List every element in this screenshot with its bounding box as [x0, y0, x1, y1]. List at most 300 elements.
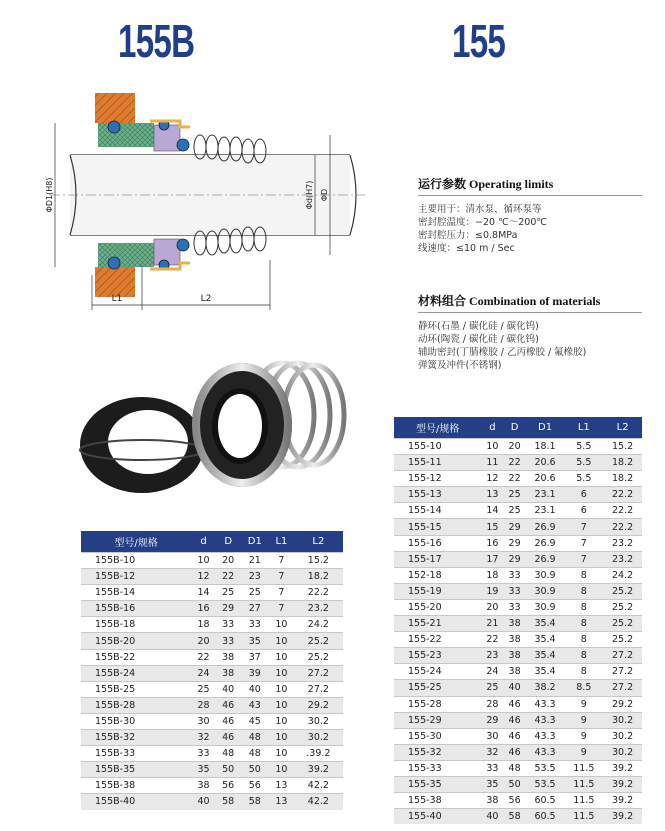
table-cell: 46 — [216, 730, 241, 746]
table-cell: 27.2 — [603, 680, 642, 696]
table-cell: 33 — [504, 599, 526, 615]
table-cell: 33 — [481, 760, 503, 776]
table-cell: 46 — [504, 696, 526, 712]
column-header: D — [504, 417, 526, 439]
table-row — [394, 551, 642, 567]
materials-section — [418, 292, 642, 372]
table-cell: 155-24 — [394, 664, 481, 680]
table-cell: 8 — [564, 664, 603, 680]
table-cell: 27.2 — [603, 664, 642, 680]
table-row — [394, 471, 642, 487]
table-cell: 33 — [504, 567, 526, 583]
table-row — [81, 713, 343, 729]
table-row — [394, 535, 642, 551]
table-cell: 45 — [240, 713, 269, 729]
table-cell: 48 — [240, 730, 269, 746]
table-row — [394, 680, 642, 696]
table-cell: 7 — [564, 551, 603, 567]
table-cell: 22 — [504, 455, 526, 471]
table-row — [394, 744, 642, 760]
table-cell: 56 — [216, 778, 241, 794]
table-cell: 155B-22 — [81, 649, 191, 665]
table-cell: 25.2 — [603, 616, 642, 632]
table-cell: 155-23 — [394, 648, 481, 664]
table-cell: 155-15 — [394, 519, 481, 535]
table-row — [394, 760, 642, 776]
table-cell: 155B-24 — [81, 665, 191, 681]
table-cell: 43 — [240, 697, 269, 713]
table-row — [81, 585, 343, 601]
table-cell: 18 — [191, 617, 216, 633]
table-cell: 21 — [240, 553, 269, 569]
table-cell: 155B-16 — [81, 601, 191, 617]
table-cell: 25 — [481, 680, 503, 696]
dim-label-d1: ΦD1(H8) — [45, 177, 54, 213]
dim-label-bigd: ΦD — [320, 188, 329, 202]
table-cell: 22 — [504, 471, 526, 487]
table-cell: 155B-38 — [81, 778, 191, 794]
column-header: D — [216, 531, 241, 553]
table-cell: 40 — [504, 680, 526, 696]
table-cell: 40 — [481, 809, 503, 825]
table-cell: 13 — [481, 487, 503, 503]
table-row — [81, 569, 343, 585]
column-header: d — [191, 531, 216, 553]
table-cell: 25 — [504, 503, 526, 519]
column-header: L1 — [564, 417, 603, 439]
column-header: D1 — [240, 531, 269, 553]
material-line: 静环(石墨 / 碳化硅 / 碳化钨) — [418, 321, 539, 332]
table-cell: 16 — [191, 601, 216, 617]
table-cell: 38 — [216, 649, 241, 665]
table-row — [81, 762, 343, 778]
table-cell: 22 — [481, 632, 503, 648]
table-cell: 12 — [191, 569, 216, 585]
table-row — [81, 697, 343, 713]
column-header: 型号/规格 — [81, 531, 191, 553]
table-cell: 14 — [481, 503, 503, 519]
table-cell: 60.5 — [526, 793, 565, 809]
table-row — [394, 776, 642, 792]
table-cell: 23.2 — [603, 551, 642, 567]
operating-line: 密封腔温度：−20 ℃～200℃ — [418, 217, 548, 228]
table-cell: 30 — [191, 713, 216, 729]
table-cell: 155-38 — [394, 793, 481, 809]
table-cell: 17 — [481, 551, 503, 567]
operating-limits-section — [418, 175, 642, 255]
table-cell: 35 — [481, 776, 503, 792]
table-cell: 25.2 — [294, 649, 343, 665]
table-cell: 22.2 — [294, 585, 343, 601]
table-cell: .39.2 — [294, 746, 343, 762]
table-cell: 48 — [504, 760, 526, 776]
table-cell: 11.5 — [564, 793, 603, 809]
table-cell: 7 — [269, 601, 294, 617]
table-cell: 155-21 — [394, 616, 481, 632]
table-cell: 60.5 — [526, 809, 565, 825]
table-cell: 16 — [481, 535, 503, 551]
table-cell: 155-20 — [394, 599, 481, 615]
table-cell: 24.2 — [603, 567, 642, 583]
table-cell: 43.3 — [526, 712, 565, 728]
table-row — [394, 439, 642, 455]
table-cell: 155B-20 — [81, 633, 191, 649]
table-cell: 155-32 — [394, 744, 481, 760]
table-cell: 48 — [216, 746, 241, 762]
table-row — [394, 809, 642, 825]
table-cell: 30.2 — [603, 728, 642, 744]
table-row — [81, 649, 343, 665]
table-cell: 11 — [481, 455, 503, 471]
table-cell: 11.5 — [564, 760, 603, 776]
table-cell: 20 — [504, 439, 526, 455]
table-cell: 12 — [481, 471, 503, 487]
table-cell: 42.2 — [294, 794, 343, 810]
table-cell: 48 — [240, 746, 269, 762]
table-cell: 30.2 — [294, 730, 343, 746]
table-cell: 35.4 — [526, 632, 565, 648]
table-cell: 152-18 — [394, 567, 481, 583]
table-cell: 50 — [216, 762, 241, 778]
table-cell: 38 — [504, 648, 526, 664]
table-cell: 13 — [269, 778, 294, 794]
model-title-155: 155 — [452, 15, 506, 67]
table-cell: 40 — [240, 681, 269, 697]
table-cell: 5.5 — [564, 471, 603, 487]
table-row — [81, 778, 343, 794]
table-cell: 33 — [191, 746, 216, 762]
table-cell: 26.9 — [526, 519, 565, 535]
table-cell: 50 — [504, 776, 526, 792]
table-cell: 43.3 — [526, 728, 565, 744]
table-cell: 155-22 — [394, 632, 481, 648]
table-cell: 27.2 — [294, 681, 343, 697]
table-cell: 29.2 — [603, 696, 642, 712]
column-header: 型号/规格 — [394, 417, 481, 439]
table-cell: 35.4 — [526, 616, 565, 632]
table-cell: 11.5 — [564, 776, 603, 792]
table-cell: 42.2 — [294, 778, 343, 794]
table-cell: 25 — [240, 585, 269, 601]
table-cell: 50 — [240, 762, 269, 778]
material-line: 弹簧及冲件(不锈钢) — [418, 360, 502, 371]
table-cell: 46 — [504, 728, 526, 744]
dim-label-l2: L2 — [200, 294, 212, 304]
table-cell: 58 — [240, 794, 269, 810]
column-header: L2 — [294, 531, 343, 553]
table-header-row — [81, 531, 343, 553]
table-cell: 43.3 — [526, 696, 565, 712]
table-cell: 39.2 — [603, 809, 642, 825]
table-cell: 10 — [269, 617, 294, 633]
table-cell: 27.2 — [603, 648, 642, 664]
table-cell: 26.9 — [526, 551, 565, 567]
table-cell: 155-35 — [394, 776, 481, 792]
table-cell: 35 — [191, 762, 216, 778]
table-cell: 21 — [481, 616, 503, 632]
table-row — [394, 503, 642, 519]
column-header: L2 — [603, 417, 642, 439]
table-cell: 46 — [216, 713, 241, 729]
table-cell: 10 — [269, 681, 294, 697]
table-cell: 9 — [564, 744, 603, 760]
table-row — [81, 730, 343, 746]
table-row — [81, 794, 343, 810]
table-row — [394, 696, 642, 712]
table-cell: 20 — [481, 599, 503, 615]
table-cell: 29 — [481, 712, 503, 728]
o-ring — [108, 121, 120, 133]
table-cell: 15.2 — [294, 553, 343, 569]
table-cell: 29 — [504, 519, 526, 535]
spec-table-155 — [394, 417, 642, 824]
spec-table-155b — [81, 531, 343, 810]
table-cell: 155B-35 — [81, 762, 191, 778]
table-cell: 25 — [191, 681, 216, 697]
table-cell: 30.9 — [526, 583, 565, 599]
table-cell: 155B-25 — [81, 681, 191, 697]
table-cell: 39.2 — [294, 762, 343, 778]
table-cell: 10 — [269, 649, 294, 665]
table-cell: 10 — [191, 553, 216, 569]
table-row — [394, 728, 642, 744]
operating-limits-heading: 运行参数 Operating limits — [418, 175, 642, 196]
table-row — [394, 632, 642, 648]
table-cell: 8 — [564, 567, 603, 583]
table-cell: 38 — [191, 778, 216, 794]
table-row — [81, 553, 343, 569]
table-cell: 8.5 — [564, 680, 603, 696]
table-cell: 23.2 — [603, 535, 642, 551]
table-cell: 155-14 — [394, 503, 481, 519]
table-cell: 20 — [191, 633, 216, 649]
table-cell: 155B-32 — [81, 730, 191, 746]
table-cell: 40 — [191, 794, 216, 810]
table-cell: 38 — [504, 632, 526, 648]
table-cell: 11.5 — [564, 809, 603, 825]
table-cell: 155-10 — [394, 439, 481, 455]
table-row — [394, 519, 642, 535]
table-cell: 37 — [240, 649, 269, 665]
table-cell: 25.2 — [603, 599, 642, 615]
table-cell: 18.2 — [603, 471, 642, 487]
table-cell: 155B-14 — [81, 585, 191, 601]
table-cell: 27 — [240, 601, 269, 617]
table-cell: 9 — [564, 696, 603, 712]
table-cell: 30.2 — [603, 744, 642, 760]
table-cell: 25.2 — [294, 633, 343, 649]
table-row — [394, 664, 642, 680]
table-cell: 38 — [216, 665, 241, 681]
table-cell: 40 — [216, 681, 241, 697]
seal-product-photo — [62, 350, 362, 500]
table-cell: 10 — [269, 762, 294, 778]
table-cell: 39.2 — [603, 776, 642, 792]
materials-heading: 材料组合 Combination of materials — [418, 292, 642, 313]
table-cell: 7 — [269, 585, 294, 601]
table-cell: 155-17 — [394, 551, 481, 567]
table-cell: 35.4 — [526, 648, 565, 664]
table-cell: 30.2 — [294, 713, 343, 729]
operating-line: 主要用于：清水泵、循环泵等 — [418, 204, 542, 215]
table-cell: 25.2 — [603, 632, 642, 648]
seal-cross-section-diagram — [30, 85, 370, 315]
table-cell: 155B-18 — [81, 617, 191, 633]
table-cell: 23.2 — [294, 601, 343, 617]
table-cell: 155-30 — [394, 728, 481, 744]
table-cell: 155B-28 — [81, 697, 191, 713]
table-cell: 10 — [269, 665, 294, 681]
model-title-155b: 155B — [118, 15, 195, 67]
table-row — [394, 455, 642, 471]
table-cell: 30.2 — [603, 712, 642, 728]
table-cell: 8 — [564, 583, 603, 599]
table-row — [394, 712, 642, 728]
table-row — [81, 633, 343, 649]
table-cell: 22.2 — [603, 487, 642, 503]
table-cell: 155-19 — [394, 583, 481, 599]
table-cell: 20.6 — [526, 471, 565, 487]
table-cell: 39.2 — [603, 793, 642, 809]
table-cell: 15 — [481, 519, 503, 535]
table-cell: 35 — [240, 633, 269, 649]
table-cell: 10 — [269, 713, 294, 729]
table-cell: 155B-40 — [81, 794, 191, 810]
table-row — [81, 681, 343, 697]
table-cell: 7 — [269, 569, 294, 585]
table-row — [81, 746, 343, 762]
table-cell: 155-11 — [394, 455, 481, 471]
table-cell: 25 — [504, 487, 526, 503]
table-cell: 33 — [504, 583, 526, 599]
table-cell: 39 — [240, 665, 269, 681]
table-cell: 22 — [216, 569, 241, 585]
table-cell: 155B-12 — [81, 569, 191, 585]
table-row — [394, 567, 642, 583]
table-cell: 27.2 — [294, 665, 343, 681]
table-cell: 155-16 — [394, 535, 481, 551]
table-cell: 53.5 — [526, 760, 565, 776]
table-row — [81, 617, 343, 633]
table-cell: 24.2 — [294, 617, 343, 633]
table-row — [394, 616, 642, 632]
table-cell: 24 — [191, 665, 216, 681]
table-cell: 46 — [216, 697, 241, 713]
table-cell: 15.2 — [603, 439, 642, 455]
table-cell: 7 — [564, 535, 603, 551]
table-cell: 23 — [240, 569, 269, 585]
table-cell: 155-12 — [394, 471, 481, 487]
table-cell: 18.2 — [603, 455, 642, 471]
table-cell: 33 — [240, 617, 269, 633]
table-cell: 56 — [240, 778, 269, 794]
table-row — [394, 648, 642, 664]
table-cell: 25.2 — [603, 583, 642, 599]
table-cell: 10 — [269, 746, 294, 762]
table-cell: 53.5 — [526, 776, 565, 792]
table-cell: 155-25 — [394, 680, 481, 696]
table-cell: 8 — [564, 599, 603, 615]
column-header: d — [481, 417, 503, 439]
table-cell: 8 — [564, 616, 603, 632]
table-row — [394, 599, 642, 615]
table-cell: 20 — [216, 553, 241, 569]
table-cell: 155-28 — [394, 696, 481, 712]
table-header-row — [394, 417, 642, 439]
table-cell: 23.1 — [526, 487, 565, 503]
table-cell: 56 — [504, 793, 526, 809]
table-cell: 43.3 — [526, 744, 565, 760]
table-cell: 58 — [216, 794, 241, 810]
table-cell: 14 — [191, 585, 216, 601]
table-cell: 155B-30 — [81, 713, 191, 729]
table-cell: 10 — [481, 439, 503, 455]
column-header: D1 — [526, 417, 565, 439]
table-cell: 23.1 — [526, 503, 565, 519]
table-cell: 23 — [481, 648, 503, 664]
table-cell: 18 — [481, 567, 503, 583]
operating-line: 线速度：≤10 m / Sec — [418, 243, 515, 254]
table-cell: 25 — [216, 585, 241, 601]
table-row — [81, 601, 343, 617]
table-cell: 8 — [564, 648, 603, 664]
table-cell: 24 — [481, 664, 503, 680]
table-cell: 155-40 — [394, 809, 481, 825]
table-row — [394, 793, 642, 809]
table-cell: 155B-10 — [81, 553, 191, 569]
dim-label-l1: L1 — [111, 294, 123, 304]
table-cell: 18.2 — [294, 569, 343, 585]
table-cell: 155-13 — [394, 487, 481, 503]
table-cell: 7 — [269, 553, 294, 569]
table-cell: 9 — [564, 728, 603, 744]
table-cell: 10 — [269, 633, 294, 649]
table-cell: 22.2 — [603, 519, 642, 535]
table-cell: 28 — [191, 697, 216, 713]
table-cell: 30.9 — [526, 567, 565, 583]
table-cell: 13 — [269, 794, 294, 810]
table-cell: 58 — [504, 809, 526, 825]
table-cell: 155-33 — [394, 760, 481, 776]
table-cell: 6 — [564, 503, 603, 519]
table-cell: 30 — [481, 728, 503, 744]
table-cell: 29 — [504, 551, 526, 567]
table-cell: 46 — [504, 744, 526, 760]
table-cell: 6 — [564, 487, 603, 503]
dim-label-d: Φd(H7) — [305, 180, 314, 210]
table-cell: 22 — [191, 649, 216, 665]
table-cell: 38 — [504, 616, 526, 632]
table-cell: 7 — [564, 519, 603, 535]
table-cell: 38 — [504, 664, 526, 680]
table-row — [81, 665, 343, 681]
table-cell: 32 — [481, 744, 503, 760]
table-cell: 29.2 — [294, 697, 343, 713]
table-cell: 35.4 — [526, 664, 565, 680]
table-cell: 9 — [564, 712, 603, 728]
table-cell: 28 — [481, 696, 503, 712]
column-header: L1 — [269, 531, 294, 553]
table-cell: 26.9 — [526, 535, 565, 551]
table-cell: 155-29 — [394, 712, 481, 728]
table-cell: 38 — [481, 793, 503, 809]
table-cell: 32 — [191, 730, 216, 746]
table-cell: 38.2 — [526, 680, 565, 696]
table-cell: 5.5 — [564, 439, 603, 455]
table-cell: 8 — [564, 632, 603, 648]
table-cell: 20.6 — [526, 455, 565, 471]
table-cell: 5.5 — [564, 455, 603, 471]
